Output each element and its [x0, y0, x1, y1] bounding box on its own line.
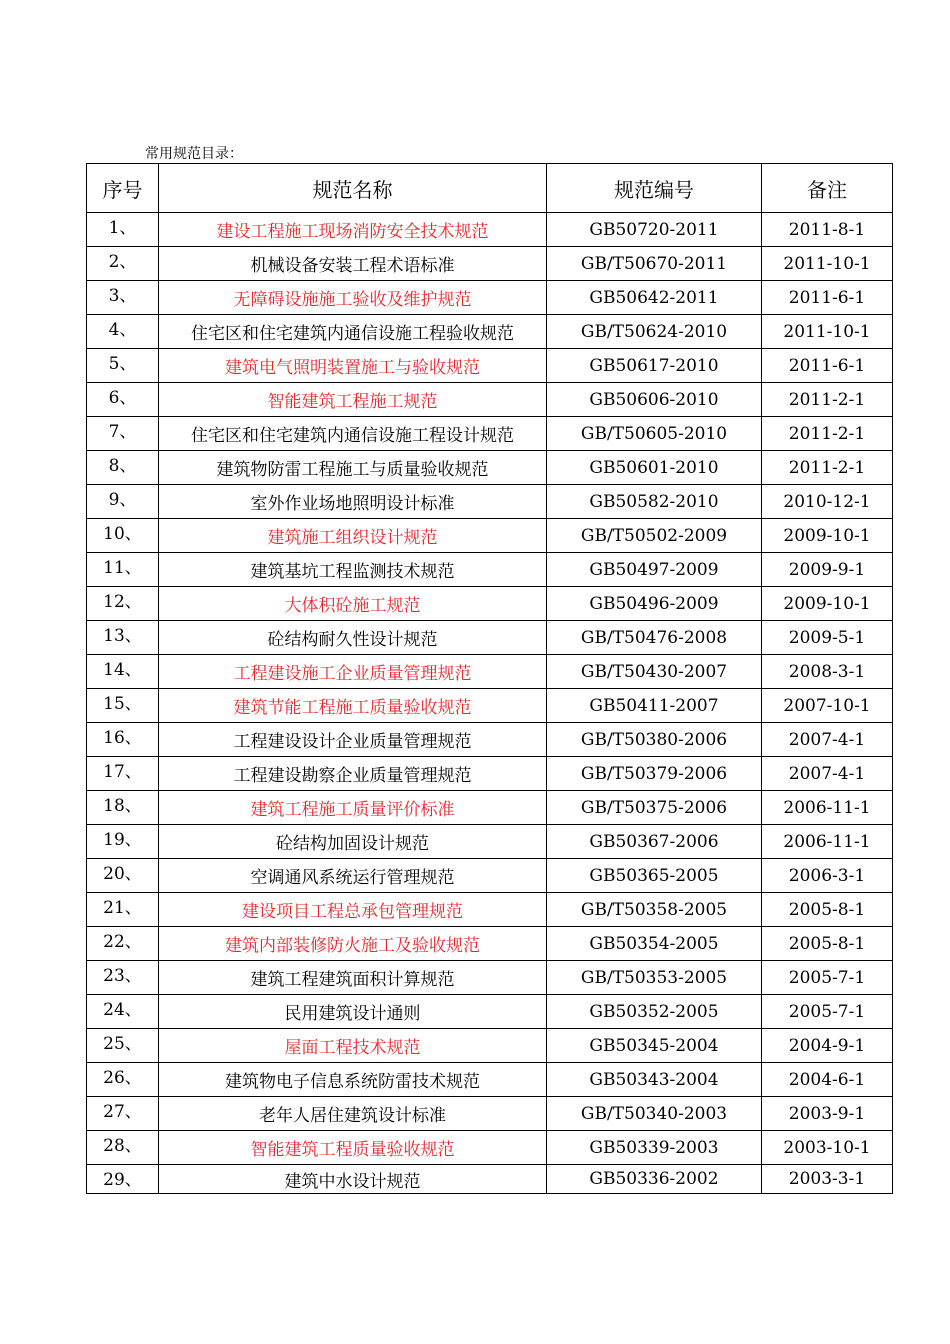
row-note: 2003-9-1 [762, 1097, 893, 1131]
row-note: 2003-3-1 [762, 1165, 893, 1194]
row-code: GB50601-2010 [547, 451, 762, 485]
row-note: 2011-2-1 [762, 417, 893, 451]
row-note: 2009-10-1 [762, 587, 893, 621]
row-note: 2005-8-1 [762, 927, 893, 961]
row-name: 空调通风系统运行管理规范 [159, 859, 547, 893]
row-note: 2006-3-1 [762, 859, 893, 893]
row-index: 24、 [87, 995, 159, 1029]
row-index: 2、 [87, 247, 159, 281]
header-name: 规范名称 [159, 164, 547, 213]
row-note: 2011-6-1 [762, 281, 893, 315]
row-code: GB50367-2006 [547, 825, 762, 859]
row-index: 22、 [87, 927, 159, 961]
row-code: GB50343-2004 [547, 1063, 762, 1097]
row-name: 屋面工程技术规范 [159, 1029, 547, 1063]
row-name: 住宅区和住宅建筑内通信设施工程验收规范 [159, 315, 547, 349]
row-code: GB50352-2005 [547, 995, 762, 1029]
row-name: 建设工程施工现场消防安全技术规范 [159, 213, 547, 247]
row-code: GB50345-2004 [547, 1029, 762, 1063]
row-code: GB/T50430-2007 [547, 655, 762, 689]
table-row [87, 1165, 893, 1194]
table-row [87, 723, 893, 757]
row-note: 2006-11-1 [762, 791, 893, 825]
table-row [87, 519, 893, 553]
row-code: GB/T50605-2010 [547, 417, 762, 451]
table-row [87, 213, 893, 247]
row-name: 建筑工程建筑面积计算规范 [159, 961, 547, 995]
row-index: 25、 [87, 1029, 159, 1063]
row-code: GB/T50476-2008 [547, 621, 762, 655]
table-row [87, 1029, 893, 1063]
page-caption: 常用规范目录： [145, 146, 243, 162]
row-code: GB/T50380-2006 [547, 723, 762, 757]
table-row [87, 1131, 893, 1165]
row-index: 14、 [87, 655, 159, 689]
row-index: 10、 [87, 519, 159, 553]
row-code: GB/T50375-2006 [547, 791, 762, 825]
row-name: 室外作业场地照明设计标准 [159, 485, 547, 519]
row-code: GB50411-2007 [547, 689, 762, 723]
row-code: GB/T50379-2006 [547, 757, 762, 791]
table-row [87, 621, 893, 655]
table-row [87, 383, 893, 417]
table-row [87, 587, 893, 621]
row-index: 13、 [87, 621, 159, 655]
row-index: 19、 [87, 825, 159, 859]
row-name: 建筑物防雷工程施工与质量验收规范 [159, 451, 547, 485]
row-index: 23、 [87, 961, 159, 995]
row-code: GB/T50358-2005 [547, 893, 762, 927]
table-row [87, 995, 893, 1029]
row-note: 2011-2-1 [762, 383, 893, 417]
row-name: 建筑内部装修防火施工及验收规范 [159, 927, 547, 961]
row-index: 12、 [87, 587, 159, 621]
row-code: GB/T50340-2003 [547, 1097, 762, 1131]
table-row [87, 825, 893, 859]
row-code: GB50606-2010 [547, 383, 762, 417]
row-name: 建设项目工程总承包管理规范 [159, 893, 547, 927]
row-note: 2011-10-1 [762, 315, 893, 349]
row-index: 27、 [87, 1097, 159, 1131]
row-code: GB50720-2011 [547, 213, 762, 247]
row-note: 2009-5-1 [762, 621, 893, 655]
row-name: 建筑基坑工程监测技术规范 [159, 553, 547, 587]
row-index: 26、 [87, 1063, 159, 1097]
row-index: 29、 [87, 1165, 159, 1194]
table-row [87, 1063, 893, 1097]
table-row [87, 655, 893, 689]
spec-table [86, 163, 893, 1194]
row-note: 2007-4-1 [762, 757, 893, 791]
table-row [87, 349, 893, 383]
table-row [87, 1097, 893, 1131]
row-index: 21、 [87, 893, 159, 927]
row-code: GB50617-2010 [547, 349, 762, 383]
row-name: 工程建设施工企业质量管理规范 [159, 655, 547, 689]
row-code: GB50642-2011 [547, 281, 762, 315]
row-name: 智能建筑工程施工规范 [159, 383, 547, 417]
row-note: 2005-8-1 [762, 893, 893, 927]
table-row [87, 485, 893, 519]
row-index: 1、 [87, 213, 159, 247]
table-header-row [87, 164, 893, 213]
table-row [87, 927, 893, 961]
row-code: GB/T50502-2009 [547, 519, 762, 553]
row-index: 16、 [87, 723, 159, 757]
row-code: GB50354-2005 [547, 927, 762, 961]
table-row [87, 417, 893, 451]
row-index: 28、 [87, 1131, 159, 1165]
table-row [87, 315, 893, 349]
row-index: 11、 [87, 553, 159, 587]
row-index: 18、 [87, 791, 159, 825]
row-note: 2011-6-1 [762, 349, 893, 383]
row-name: 建筑电气照明装置施工与验收规范 [159, 349, 547, 383]
row-note: 2006-11-1 [762, 825, 893, 859]
row-name: 砼结构耐久性设计规范 [159, 621, 547, 655]
table-row [87, 893, 893, 927]
table-row [87, 757, 893, 791]
row-note: 2009-10-1 [762, 519, 893, 553]
table-row [87, 553, 893, 587]
row-note: 2011-2-1 [762, 451, 893, 485]
table-row [87, 247, 893, 281]
row-index: 6、 [87, 383, 159, 417]
table-row [87, 961, 893, 995]
row-note: 2007-10-1 [762, 689, 893, 723]
row-note: 2008-3-1 [762, 655, 893, 689]
header-code: 规范编号 [547, 164, 762, 213]
row-note: 2010-12-1 [762, 485, 893, 519]
row-index: 8、 [87, 451, 159, 485]
row-name: 建筑中水设计规范 [159, 1165, 547, 1194]
row-note: 2005-7-1 [762, 961, 893, 995]
row-note: 2003-10-1 [762, 1131, 893, 1165]
row-index: 17、 [87, 757, 159, 791]
row-name: 住宅区和住宅建筑内通信设施工程设计规范 [159, 417, 547, 451]
row-name: 老年人居住建筑设计标准 [159, 1097, 547, 1131]
row-code: GB/T50670-2011 [547, 247, 762, 281]
row-name: 智能建筑工程质量验收规范 [159, 1131, 547, 1165]
header-note: 备注 [762, 164, 893, 213]
row-code: GB50582-2010 [547, 485, 762, 519]
row-note: 2011-10-1 [762, 247, 893, 281]
row-note: 2007-4-1 [762, 723, 893, 757]
row-note: 2011-8-1 [762, 213, 893, 247]
row-index: 15、 [87, 689, 159, 723]
row-index: 3、 [87, 281, 159, 315]
row-note: 2009-9-1 [762, 553, 893, 587]
row-note: 2004-6-1 [762, 1063, 893, 1097]
row-index: 4、 [87, 315, 159, 349]
row-name: 机械设备安装工程术语标准 [159, 247, 547, 281]
row-name: 砼结构加固设计规范 [159, 825, 547, 859]
row-code: GB50336-2002 [547, 1165, 762, 1194]
row-code: GB50496-2009 [547, 587, 762, 621]
row-code: GB50497-2009 [547, 553, 762, 587]
row-note: 2004-9-1 [762, 1029, 893, 1063]
row-name: 工程建设勘察企业质量管理规范 [159, 757, 547, 791]
header-index: 序号 [87, 164, 159, 213]
row-name: 工程建设设计企业质量管理规范 [159, 723, 547, 757]
table-row [87, 859, 893, 893]
row-index: 20、 [87, 859, 159, 893]
row-code: GB/T50353-2005 [547, 961, 762, 995]
table-row [87, 281, 893, 315]
row-index: 7、 [87, 417, 159, 451]
row-code: GB/T50624-2010 [547, 315, 762, 349]
table-row [87, 451, 893, 485]
row-note: 2005-7-1 [762, 995, 893, 1029]
row-code: GB50339-2003 [547, 1131, 762, 1165]
row-name: 建筑工程施工质量评价标准 [159, 791, 547, 825]
row-name: 民用建筑设计通则 [159, 995, 547, 1029]
table-row [87, 791, 893, 825]
row-index: 9、 [87, 485, 159, 519]
row-name: 建筑节能工程施工质量验收规范 [159, 689, 547, 723]
row-name: 大体积砼施工规范 [159, 587, 547, 621]
row-index: 5、 [87, 349, 159, 383]
row-name: 建筑施工组织设计规范 [159, 519, 547, 553]
row-name: 无障碍设施施工验收及维护规范 [159, 281, 547, 315]
row-name: 建筑物电子信息系统防雷技术规范 [159, 1063, 547, 1097]
row-code: GB50365-2005 [547, 859, 762, 893]
table-body [87, 213, 893, 1194]
table-row [87, 689, 893, 723]
